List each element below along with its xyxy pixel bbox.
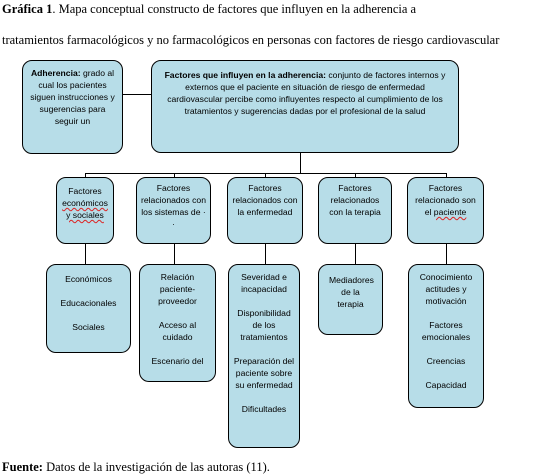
items-box-health-systems (139, 264, 216, 382)
main-concept-text: conjunto de factores internos y externos que el paciente en situación de riesgo de enfermedad cardiovascular percibe como influyentes respecto al cumplimiento de los tratamientos y sugerencias dadas por el profesional de la salud (167, 70, 446, 116)
list-item: Conocimiento actitudes y motivación (419, 272, 473, 306)
connector (446, 244, 447, 264)
definition-text: grado al cual los pacientes siguen instrucciones y sugerencias para seguir un (30, 68, 115, 126)
category-box-patient (407, 177, 484, 244)
category-box-economic (56, 177, 114, 244)
source-note (2, 459, 270, 475)
connector (355, 244, 356, 264)
list-item: Sociales (72, 322, 105, 332)
connector (123, 94, 151, 95)
figure-caption-line-2 (2, 32, 499, 48)
connector (85, 244, 86, 264)
caption-text-1: . Mapa conceptual constructo de factores que influyen en la adherencia a (52, 2, 417, 16)
category-title: Factores relacionado son el (415, 183, 476, 217)
list-item: Mediadores de la terapia (329, 275, 374, 309)
connector (174, 244, 175, 264)
category-title: Factores relacionados con la enfermedad (232, 183, 298, 217)
items-box-disease (228, 264, 300, 448)
category-title-line: Factores (68, 186, 102, 196)
figure-caption-line-1 (2, 1, 416, 17)
list-item: Acceso al cuidado (158, 320, 197, 342)
items-box-patient (408, 264, 484, 408)
list-item: Creencias (426, 356, 466, 366)
main-concept-label: Factores que influyen en la adherencia: (164, 70, 326, 80)
main-concept-box (151, 60, 459, 153)
list-item: Disponibilidad de los tratamientos (237, 308, 291, 342)
category-title-line: económicos (62, 198, 108, 208)
definition-label: Adherencia: (30, 68, 81, 78)
category-box-health-systems (136, 177, 211, 244)
list-item: Económicos (65, 274, 112, 284)
category-box-disease (227, 177, 303, 244)
list-item: Capacidad (425, 380, 467, 390)
list-item: Escenario del (151, 356, 204, 366)
connector (265, 244, 266, 264)
list-item: Preparación del paciente sobre su enfermedad (233, 356, 295, 390)
category-title-line: y sociales (66, 210, 104, 220)
category-title: Factores relacionados con la terapia (329, 183, 381, 217)
list-item: Severidad e incapacidad (241, 272, 287, 294)
source-text: Datos de la investigación de las autoras (11). (42, 460, 270, 474)
list-item: Factores emocionales (421, 320, 471, 342)
list-item: Relación paciente-proveedor (158, 272, 197, 306)
figure-label: Gráfica 1 (2, 2, 53, 16)
list-item: Educacionales (60, 298, 117, 308)
caption-text-2: tratamientos farmacológicos y no farmacológicos en personas con factores de riesgo cardiovascular (2, 33, 500, 47)
category-box-therapy (318, 177, 392, 244)
category-title: Factores relacionados con los sistemas de · · (141, 183, 206, 229)
source-label: Fuente: (2, 460, 43, 474)
items-box-therapy (318, 264, 383, 335)
connector (300, 153, 301, 173)
category-title-underlined: paciente (433, 207, 467, 217)
adherence-definition-box (22, 60, 123, 154)
list-item: Dificultades (241, 404, 287, 414)
items-box-economic (46, 264, 131, 353)
